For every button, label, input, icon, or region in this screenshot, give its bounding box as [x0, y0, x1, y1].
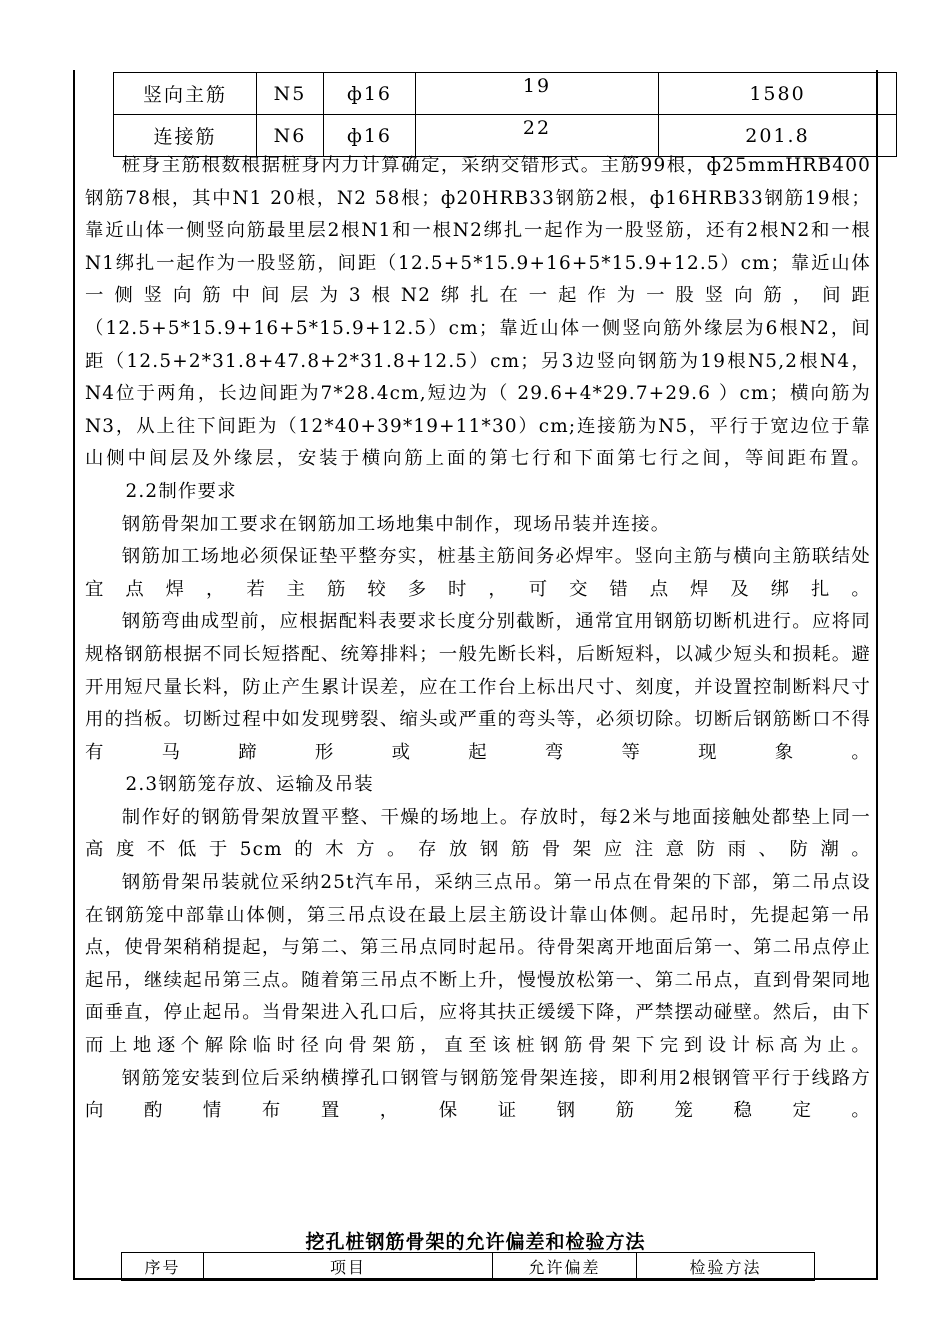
paragraph: 钢筋弯曲成型前，应根据配料表要求长度分别截断，通常宜用钢筋切断机进行。应将同规格钢筋根据不同长短搭配、统筹排料；一般先断长料，后断短料，以减少短头和损耗。避开用短尺量长料，防止产生累计误差，应在工作台上标出尺寸、刻度，并设置控制断料尺寸用的挡板。切断过程中如发现劈裂、缩头或严重的弯头等，必须切除。切断后钢筋断口不得有马蹄形或起弯等现象。 [85, 611, 871, 763]
section-heading-2-2: 2.2制作要求 [125, 480, 237, 502]
paragraph: 钢筋骨架吊装就位采纳25t汽车吊，采纳三点吊。第一吊点在骨架的下部，第二吊点设在钢筋笼中部靠山体侧，第三吊点设在最上层主筋设计靠山体侧。起吊时，先提起第一吊点，使骨架稍稍提起，与第二、第三吊点同时起吊。待骨架离开地面后第一、第二吊点停止起吊，继续起吊第三点。随着第三吊点不断上升，慢慢放松第一、第二吊点，直到骨架同地面垂直，停止起吊。当骨架进入孔口后，应将其扶正缓缓下降，严禁摆动碰壁。然后，由下而上地逐个解除临时径向骨架筋，直至该桩钢筋骨架下完到设计标高为止。 [85, 872, 871, 1057]
body-text [85, 150, 871, 1128]
rebar-spec-cell: ф16 [324, 115, 416, 157]
rebar-name-cell: 连接筋 [114, 115, 257, 157]
table-title: 挖孔桩钢筋骨架的允许偏差和检验方法 [305, 1231, 646, 1253]
paragraph: 钢筋骨架加工要求在钢筋加工场地集中制作，现场吊装并连接。 [121, 513, 671, 535]
table-row [114, 73, 897, 115]
rebar-table [113, 72, 897, 157]
tolerance-table [121, 1252, 815, 1281]
column-header: 检验方法 [637, 1253, 815, 1281]
section-heading-2-3: 2.3钢筋笼存放、运输及吊装 [125, 774, 374, 796]
rebar-length-cell: 201.8 [659, 115, 897, 157]
column-header: 允许偏差 [493, 1253, 637, 1281]
rebar-code-cell: N6 [257, 115, 324, 157]
column-header: 序号 [122, 1253, 204, 1281]
rebar-code-cell: N5 [257, 73, 324, 115]
paragraph: 钢筋笼安装到位后采纳横撑孔口钢管与钢筋笼骨架连接，即利用2根钢管平行于线路方向酌情布置，保证钢筋笼稳定。 [85, 1067, 871, 1122]
rebar-count-cell: 19 [416, 73, 659, 115]
paragraph-rebar-layout: 桩身主筋根数根据桩身内力计算确定，采纳交错形式。主筋99根，ф25mmHRB400钢筋78根，其中N1 20根，N2 58根；ф20HRB33钢筋2根，ф16HRB33钢筋19根；靠近山体一侧竖向筋最里层2根N1和一根N2绑扎一起作为一股竖筋，还有2根N2和一根N1绑扎一起作为一股竖筋，间距（12.5+5*15.9+16+5*15.9+12.5）cm；靠近山体一侧竖向筋中间层为3根N2绑扎在一起作为一股竖向筋，间距（12.5+5*15.9+16+5*15.9+12.5）cm；靠近山体一侧竖向筋外缘层为6根N2，间距（12.5+2*31.8+47.8+2*31.8+12.5）cm；另3边竖向钢筋为19根N5,2根N4，N4位于两角，长边间距为7*28.4cm,短边为（ 29.6+4*29.7+29.6 ）cm；横向筋为N3，从上往下间距为（12*40+39*19+11*30）cm;连接筋为N5，平行于宽边位于靠山侧中间层及外缘层，安装于横向筋上面的第七行和下面第七行之间，等间距布置。 [85, 155, 871, 470]
paragraph: 钢筋加工场地必须保证垫平整夯实，桩基主筋间务必焊牢。竖向主筋与横向主筋联结处宜点焊，若主筋较多时，可交错点焊及绑扎。 [85, 546, 871, 600]
rebar-spec-cell: ф16 [324, 73, 416, 115]
paragraph: 制作好的钢筋骨架放置平整、干燥的场地上。存放时，每2米与地面接触处都垫上同一高度不低于5cm的木方。存放钢筋骨架应注意防雨、防潮。 [85, 806, 871, 861]
column-header: 项目 [204, 1253, 493, 1281]
table-header-row [122, 1253, 815, 1281]
rebar-name-cell: 竖向主筋 [114, 73, 257, 115]
rebar-count-cell: 22 [416, 115, 659, 157]
rebar-length-cell: 1580 [659, 73, 897, 115]
